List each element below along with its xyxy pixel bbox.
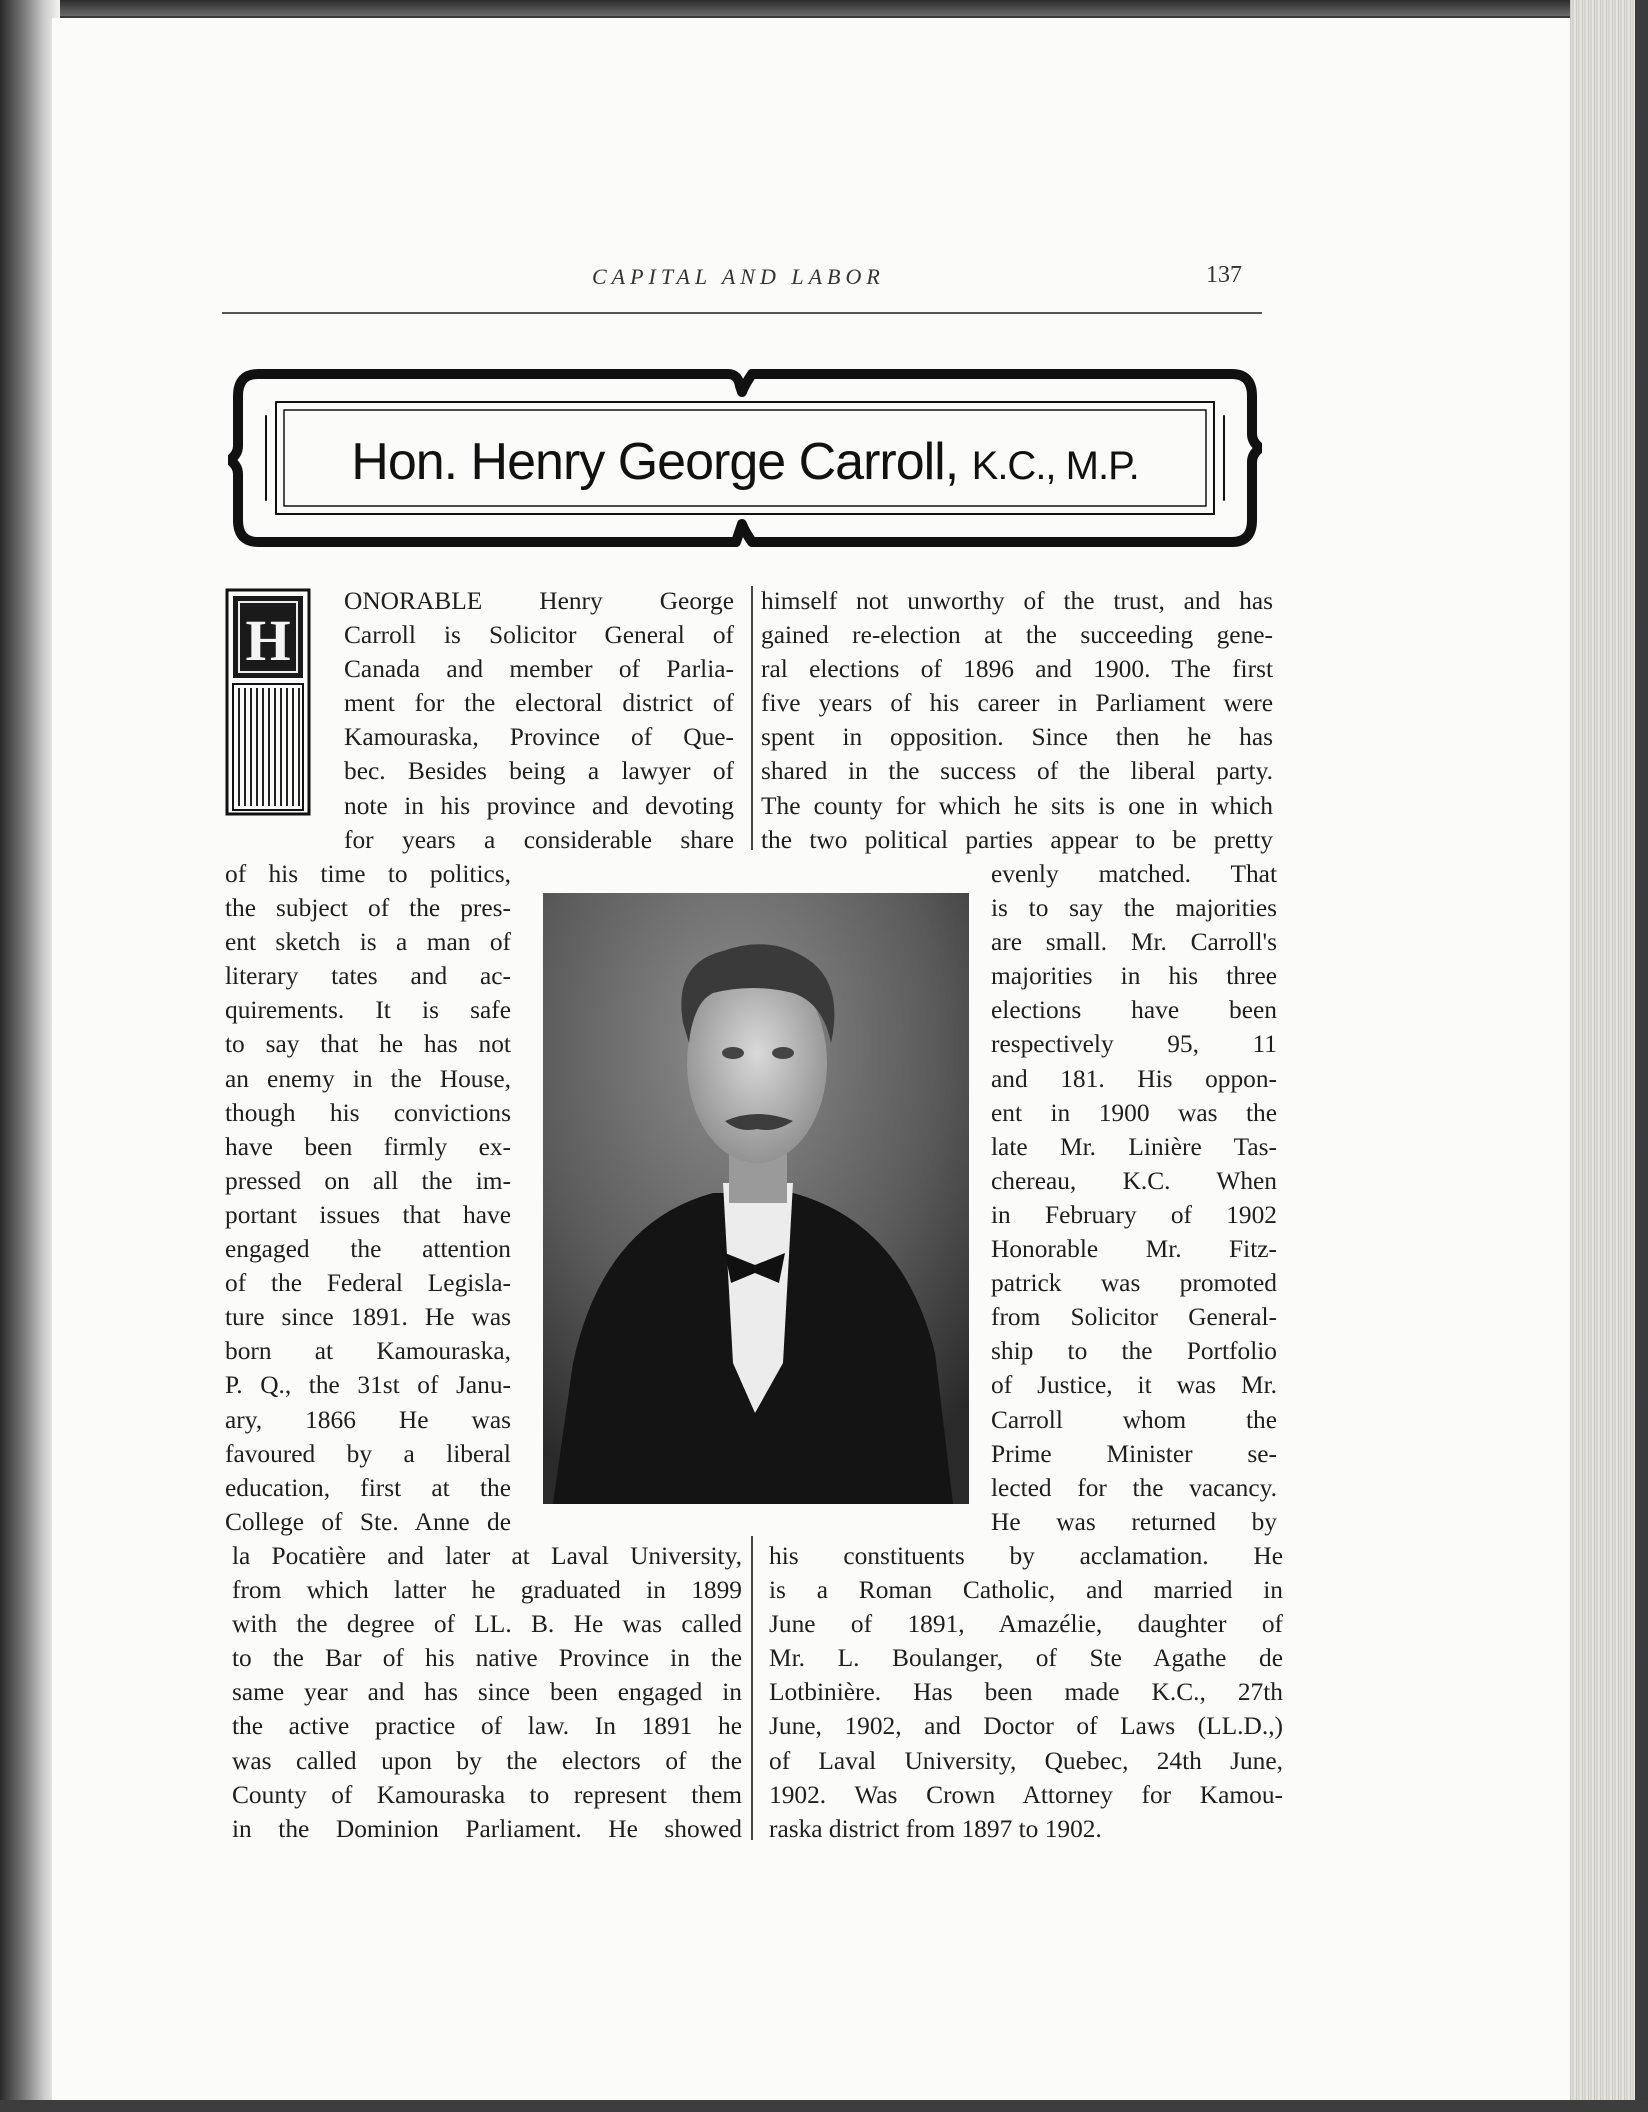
text-line: to say that he has not: [225, 1030, 511, 1059]
text-line: though his convictions: [225, 1098, 511, 1127]
text-line: literary tates and ac-: [225, 962, 511, 991]
text-line: note in his province and devoting: [344, 791, 734, 820]
column-divider-bottom: [751, 1536, 753, 1840]
page-number: 137: [1206, 262, 1242, 288]
column-divider-top: [751, 586, 753, 850]
portrait-photo: [543, 893, 969, 1504]
text-line: ary, 1866 He was: [225, 1405, 511, 1434]
running-head-title: CAPITAL AND LABOR: [592, 264, 885, 289]
text-line: of his time to politics,: [225, 860, 511, 888]
drop-cap: [225, 588, 311, 816]
text-line: chereau, K.C. When: [991, 1166, 1277, 1195]
title-name: Hon. Henry George Carroll,: [351, 433, 959, 491]
drop-cap-ornament-icon: [225, 588, 311, 816]
text-line: of the Federal Legisla-: [225, 1269, 511, 1298]
text-line: June of 1891, Amazélie, daughter of: [769, 1610, 1283, 1639]
text-line: P. Q., the 31st of Janu-: [225, 1371, 511, 1400]
text-line: College of Ste. Anne de: [225, 1507, 511, 1536]
text-line: ent sketch is a man of: [225, 928, 511, 957]
text-line: the two political parties appear to be pretty: [761, 825, 1273, 854]
text-line: ture since 1891. He was: [225, 1303, 511, 1332]
text-line: respectively 95, 11: [991, 1030, 1277, 1059]
text-line: ent in 1900 was the: [991, 1098, 1277, 1127]
text-line: to the Bar of his native Province in the: [232, 1644, 742, 1673]
running-head: [0, 264, 1648, 294]
text-line: 1902. Was Crown Attorney for Kamou-: [769, 1780, 1283, 1809]
text-line: majorities in his three: [991, 962, 1277, 991]
text-line: ment for the electoral district of: [344, 689, 734, 718]
text-line: ral elections of 1896 and 1900. The first: [761, 655, 1273, 684]
text-line: He was returned by: [991, 1507, 1277, 1536]
text-line: bec. Besides being a lawyer of: [344, 757, 734, 786]
text-line: favoured by a liberal: [225, 1439, 511, 1468]
right-column-narrow: [991, 857, 1277, 1539]
header-rule: [222, 312, 1262, 314]
text-line: and 181. His oppon-: [991, 1064, 1277, 1093]
text-line: Prime Minister se-: [991, 1439, 1277, 1468]
scan-bottom-edge: [0, 2100, 1648, 2112]
portrait-image: [543, 893, 969, 1504]
text-line: Mr. L. Boulanger, of Ste Agathe de: [769, 1644, 1283, 1673]
text-line: have been firmly ex-: [225, 1132, 511, 1161]
right-column-bottom: [769, 1539, 1283, 1846]
text-line: spent in opposition. Since then he has: [761, 723, 1273, 752]
text-line: born at Kamouraska,: [225, 1337, 511, 1366]
text-line: ship to the Portfolio: [991, 1337, 1277, 1366]
text-line: his constituents by acclamation. He: [769, 1542, 1283, 1570]
text-line: from which latter he graduated in 1899: [232, 1576, 742, 1605]
text-line: County of Kamouraska to represent them: [232, 1780, 742, 1809]
text-line: evenly matched. That: [991, 860, 1277, 888]
text-line: shared in the success of the liberal party.: [761, 757, 1273, 786]
text-line: The county for which he sits is one in which: [761, 791, 1273, 820]
text-line: ONORABLE Henry George: [344, 587, 734, 615]
text-line: pressed on all the im-: [225, 1166, 511, 1195]
text-line: June, 1902, and Doctor of Laws (LL.D.,): [769, 1712, 1283, 1741]
page-stack-edge: [1570, 0, 1648, 2112]
drop-cap-letter: H: [245, 608, 291, 673]
text-line: the active practice of law. In 1891 he: [232, 1712, 742, 1741]
text-line: elections have been: [991, 996, 1277, 1025]
article-title: [228, 432, 1262, 492]
left-column-narrow: [225, 857, 511, 1539]
title-suffix: K.C., M.P.: [971, 444, 1139, 488]
right-column-top: [761, 584, 1273, 857]
text-line: late Mr. Linière Tas-: [991, 1132, 1277, 1161]
text-line: from Solicitor General-: [991, 1303, 1277, 1332]
text-line: Canada and member of Parlia-: [344, 655, 734, 684]
text-line: of Laval University, Quebec, 24th June,: [769, 1746, 1283, 1775]
text-line: engaged the attention: [225, 1235, 511, 1264]
text-line: is a Roman Catholic, and married in: [769, 1576, 1283, 1605]
text-line: raska district from 1897 to 1902.: [769, 1814, 1102, 1843]
text-line: la Pocatière and later at Laval University,: [232, 1542, 742, 1570]
text-line: quirements. It is safe: [225, 996, 511, 1025]
text-line: with the degree of LL. B. He was called: [232, 1610, 742, 1639]
text-line: for years a considerable share: [344, 825, 734, 854]
text-line: is to say the majorities: [991, 894, 1277, 923]
text-line: education, first at the: [225, 1473, 511, 1502]
text-line: five years of his career in Parliament were: [761, 689, 1273, 718]
text-line: lected for the vacancy.: [991, 1473, 1277, 1502]
text-line: of Justice, it was Mr.: [991, 1371, 1277, 1400]
text-line: himself not unworthy of the trust, and has: [761, 587, 1273, 615]
text-line: are small. Mr. Carroll's: [991, 928, 1277, 957]
left-column-top: [344, 584, 734, 857]
text-line: patrick was promoted: [991, 1269, 1277, 1298]
text-line: an enemy in the House,: [225, 1064, 511, 1093]
text-line: Carroll whom the: [991, 1405, 1277, 1434]
text-line: same year and has since been engaged in: [232, 1678, 742, 1707]
text-line: Honorable Mr. Fitz-: [991, 1235, 1277, 1264]
text-line: portant issues that have: [225, 1200, 511, 1229]
text-line: in the Dominion Parliament. He showed: [232, 1814, 742, 1843]
text-line: the subject of the pres-: [225, 894, 511, 923]
text-line: gained re-election at the succeeding gene-: [761, 621, 1273, 650]
text-line: Lotbinière. Has been made K.C., 27th: [769, 1678, 1283, 1707]
text-line: Carroll is Solicitor General of: [344, 621, 734, 650]
title-ornament-frame: [228, 362, 1262, 554]
scan-top-edge: [0, 0, 1648, 16]
text-line: was called upon by the electors of the: [232, 1746, 742, 1775]
text-line: Kamouraska, Province of Que-: [344, 723, 734, 752]
left-column-bottom: [232, 1539, 742, 1846]
text-line: in February of 1902: [991, 1200, 1277, 1229]
scan-binding-edge: [0, 0, 60, 2112]
